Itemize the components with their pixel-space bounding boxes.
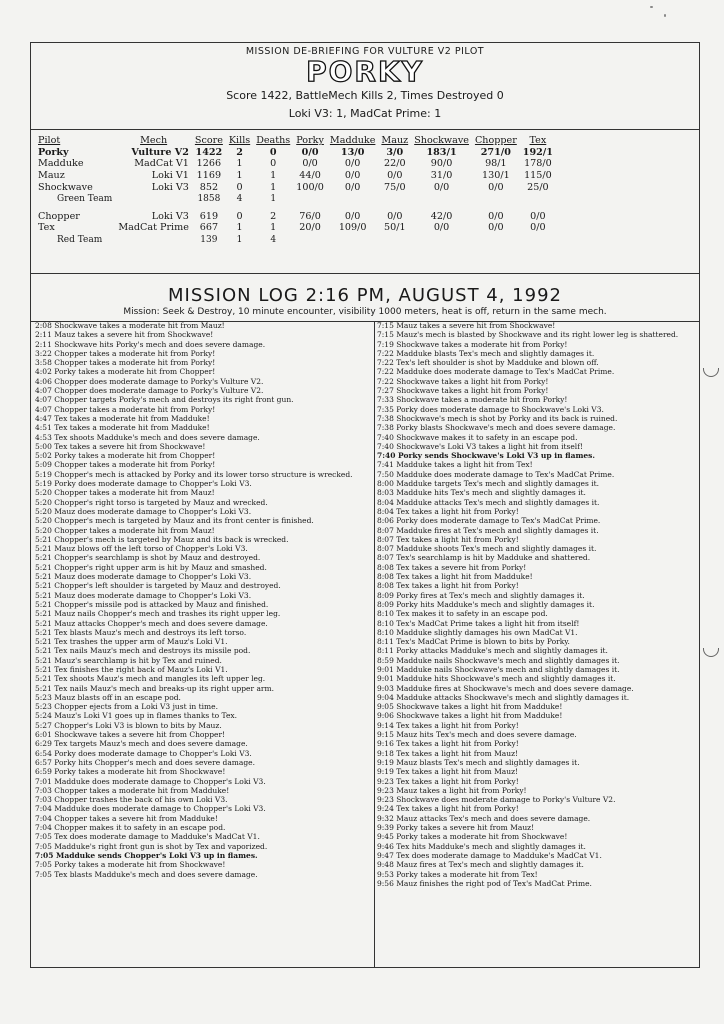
- stats-cell: 0: [270, 158, 277, 170]
- stats-column-header: Pilot: [38, 135, 61, 147]
- stats-column-header: Mauz: [381, 135, 409, 147]
- stats-cell: 1169: [196, 170, 222, 182]
- log-entry: 7:05 Madduke sends Chopper's Loki V3 up in flames.: [35, 850, 258, 860]
- stats-row: [35, 158, 556, 170]
- stats-cell: 31/0: [430, 170, 453, 182]
- stats-cell: [378, 193, 411, 205]
- stats-cell: 1422: [195, 146, 223, 158]
- stats-column-header: Deaths: [256, 135, 291, 147]
- log-entry: 7:40 Porky sends Shockwave's Loki V3 up in flames.: [377, 451, 595, 461]
- stats-cell: [411, 234, 472, 246]
- stats-cell: 100/0: [296, 181, 324, 193]
- stats-cell: 0: [269, 146, 277, 158]
- log-entry: 8:07 Madduke fires at Tex's mech and slightly damages it.: [377, 525, 599, 535]
- log-entry: 7:38 Porky blasts Shockwave's mech and does severe damage.: [377, 423, 616, 433]
- binder-clip-mark: [703, 648, 719, 657]
- log-entry: 8:09 Porky hits Madduke's mech and slightly damages it.: [377, 599, 595, 609]
- log-entry: 5:21 Tex shoots Mauz's mech and mangles its left upper leg.: [35, 674, 266, 684]
- stats-cell: [327, 193, 379, 205]
- stats-column-header: Tex: [529, 135, 547, 147]
- log-entry: 9:48 Mauz fires at Tex's mech and slightly damages it.: [377, 860, 584, 870]
- log-entry: 7:50 Madduke does moderate damage to Tex's MadCat Prime.: [377, 469, 615, 479]
- log-entry: 7:15 Mauz takes a severe hit from Shockwave!: [377, 321, 556, 330]
- stats-cell: 271/0: [480, 146, 511, 158]
- log-entry: 8:11 Porky attacks Madduke's mech and slightly damages it.: [377, 646, 608, 656]
- log-entry: 7:04 Chopper takes a severe hit from Madduke!: [35, 813, 218, 823]
- log-entry: 5:21 Chopper's mech is targeted by Mauz and its back is wrecked.: [35, 534, 289, 544]
- log-entry: 7:22 Madduke blasts Tex's mech and slightly damages it.: [377, 348, 595, 358]
- stats-row: [35, 181, 556, 193]
- log-entry: 9:39 Porky takes a severe hit from Mauz!: [377, 823, 535, 833]
- log-entry: 8:04 Tex takes a light hit from Porky!: [377, 506, 519, 516]
- log-entry: 7:33 Shockwave takes a moderate hit from Porky!: [377, 395, 568, 405]
- stats-cell: 1: [270, 193, 277, 204]
- log-entry: 7:05 Madduke's right front gun is shot by Tex and vaporized.: [35, 841, 268, 851]
- log-entry: 8:11 Tex's MadCat Prime is blown to bits by Porky.: [377, 637, 570, 647]
- stats-cell: [472, 234, 520, 246]
- score-summary: Score 1422, BattleMech Kills 2, Times Destroyed 0: [226, 89, 504, 102]
- stats-cell: 115/0: [524, 170, 552, 182]
- stats-column-header: Shockwave: [414, 135, 469, 147]
- log-entry: 5:20 Mauz does moderate damage to Chopper's Loki V3.: [35, 506, 252, 516]
- log-entry: 5:24 Mauz's Loki V1 goes up in flames thanks to Tex.: [35, 711, 238, 721]
- log-entry: 7:22 Shockwave takes a light hit from Porky!: [377, 376, 549, 386]
- stats-column-header: Score: [194, 135, 223, 147]
- stats-cell: 44/0: [299, 170, 321, 182]
- log-entry: 2:08 Shockwave takes a moderate hit from Mauz!: [35, 321, 225, 330]
- log-entry: 8:00 Madduke targets Tex's mech and slightly damages it.: [377, 479, 600, 489]
- log-entry: 5:23 Mauz blasts off in an escape pod.: [35, 692, 181, 702]
- log-entry: 5:02 Porky takes a moderate hit from Chopper!: [35, 451, 216, 461]
- log-entry: 8:10 Madduke slightly damages his own MadCat V1.: [377, 627, 578, 637]
- log-entry: 5:20 Chopper takes a moderate hit from Mauz!: [35, 488, 215, 498]
- log-entry: 9:01 Madduke hits Shockwave's mech and slightly damages it.: [377, 674, 616, 684]
- stats-cell: Vulture V2: [131, 146, 189, 158]
- debriefing-title: MISSION DE-BRIEFING FOR VULTURE V2 PILOT: [245, 46, 485, 57]
- log-entry: 9:45 Porky takes a moderate hit from Shockwave!: [377, 832, 568, 842]
- log-entry: 9:14 Tex takes a light hit from Porky!: [377, 720, 519, 730]
- stats-cell: Chopper: [38, 210, 80, 222]
- stats-table: [35, 135, 556, 245]
- stats-cell: [115, 193, 192, 205]
- log-entry: 9:32 Mauz attacks Tex's mech and does severe damage.: [377, 813, 591, 823]
- paper-speck: [650, 6, 653, 8]
- log-entry: 8:06 Porky does moderate damage to Tex's MadCat Prime.: [377, 516, 601, 526]
- stats-cell: [327, 234, 379, 246]
- stats-cell: Tex: [38, 222, 55, 234]
- stats-cell: 0/0: [433, 222, 450, 234]
- log-entry: 5:21 Tex blasts Mauz's mech and destroys its left torso.: [35, 627, 247, 637]
- stats-cell: 0/0: [488, 181, 504, 193]
- stats-column-header: Madduke: [329, 135, 376, 147]
- log-entry: 5:19 Porky does moderate damage to Chopper's Loki V3.: [35, 479, 252, 489]
- log-entry: 7:38 Shockwave's mech is shot by Porky and its back is ruined.: [377, 413, 618, 423]
- stats-cell: [293, 193, 327, 205]
- log-entry: 7:05 Porky takes a moderate hit from Shockwave!: [35, 860, 226, 870]
- stats-cell: 0/0: [387, 170, 403, 182]
- stats-cell: 2: [270, 210, 277, 222]
- debriefing-sheet: [30, 42, 700, 968]
- log-entry: 9:06 Shockwave takes a light hit from Madduke!: [377, 711, 563, 721]
- log-entry: 6:59 Porky takes a moderate hit from Shockwave!: [35, 767, 226, 777]
- log-entry: 7:03 Chopper takes a moderate hit from Madduke!: [35, 785, 230, 795]
- log-entry: 9:23 Shockwave does moderate damage to Porky's Vulture V2.: [377, 795, 616, 805]
- log-entry: 6:01 Shockwave takes a severe hit from Chopper!: [35, 730, 226, 740]
- stats-cell: 98/1: [485, 158, 507, 170]
- log-entry: 5:19 Chopper's mech is attacked by Porky and its lower torso structure is wrecked.: [35, 469, 353, 479]
- stats-row: [35, 170, 556, 182]
- stats-cell: 1: [270, 170, 277, 182]
- stats-cell: 22/0: [384, 158, 406, 170]
- log-column-right: [377, 321, 697, 968]
- stats-cell: 1: [236, 234, 243, 245]
- log-entry: 5:21 Chopper's left shoulder is targeted by Mauz and destroyed.: [35, 581, 281, 591]
- log-entry: 5:21 Tex trashes the upper arm of Mauz's Loki V1.: [35, 637, 228, 647]
- log-entry: 8:08 Tex takes a light hit from Madduke!: [377, 572, 533, 582]
- stats-cell: [520, 234, 556, 246]
- stats-cell: 25/0: [527, 181, 549, 193]
- log-entry: 6:54 Porky does moderate damage to Chopper's Loki V3.: [35, 748, 252, 758]
- mission-log-body: [31, 321, 699, 968]
- log-entry: 5:21 Tex finishes the right back of Mauz's Loki V1.: [35, 664, 228, 674]
- stats-cell: 4: [236, 193, 243, 204]
- log-entry: 8:04 Madduke attacks Tex's mech and slightly damages it.: [377, 497, 600, 507]
- stats-cell: 0/0: [344, 210, 361, 222]
- log-entry: 9:23 Mauz takes a light hit from Porky!: [377, 785, 527, 795]
- log-entry: 5:00 Tex takes a severe hit from Shockwave!: [35, 441, 206, 451]
- log-entry: 8:03 Madduke hits Tex's mech and slightly damages it.: [377, 488, 586, 498]
- log-entry: 9:53 Porky takes a moderate hit from Tex!: [377, 869, 538, 879]
- stats-row: [35, 193, 556, 205]
- log-entry: 8:10 Tex makes it to safety in an escape pod.: [377, 609, 548, 619]
- stats-cell: 1: [236, 158, 243, 170]
- stats-cell: [472, 193, 520, 205]
- stats-column-header: Chopper: [474, 135, 517, 147]
- mission-log-subtitle: Mission: Seek & Destroy, 10 minute encounter, visibility 1000 meters, heat is off, return in the same mech.: [123, 307, 607, 317]
- stats-row: [35, 147, 556, 159]
- log-entry: 9:56 Mauz finishes the right pod of Tex's MadCat Prime.: [377, 878, 592, 888]
- log-entry: 4:02 Porky takes a moderate hit from Chopper!: [35, 367, 216, 377]
- log-entry: 4:06 Chopper does moderate damage to Porky's Vulture V2.: [35, 376, 264, 386]
- log-entry: 8:07 Madduke shoots Tex's mech and slightly damages it.: [377, 544, 597, 554]
- stats-column-header: Porky: [296, 135, 324, 147]
- stats-section: [31, 129, 699, 274]
- stats-cell: 0/0: [530, 222, 546, 234]
- stats-cell: Mauz: [38, 170, 65, 182]
- stats-cell: 1: [270, 222, 277, 234]
- stats-cell: MadCat Prime: [118, 222, 189, 234]
- log-entry: 9:47 Tex does moderate damage to Madduke's MadCat V1.: [377, 850, 602, 860]
- log-entry: 7:41 Madduke takes a light hit from Tex!: [377, 460, 533, 470]
- stats-cell: Red Team: [57, 234, 103, 245]
- stats-cell: [115, 234, 192, 246]
- log-entry: 7:22 Tex's left shoulder is shot by Madduke and blown off.: [377, 358, 599, 368]
- paper-speck: [664, 14, 666, 17]
- log-entry: 5:20 Chopper's right torso is targeted by Mauz and wrecked.: [35, 497, 268, 507]
- stats-cell: 0/0: [530, 210, 546, 222]
- log-entry: 9:23 Tex takes a light hit from Porky!: [377, 776, 519, 786]
- log-entry: 6:29 Tex targets Mauz's mech and does severe damage.: [35, 739, 248, 749]
- stats-cell: [520, 193, 556, 205]
- stats-cell: 109/0: [338, 222, 367, 234]
- log-entry: 8:59 Madduke nails Shockwave's mech and slightly damages it.: [377, 655, 620, 665]
- log-entry: 2:11 Shockwave hits Porky's mech and does severe damage.: [35, 339, 266, 349]
- stats-cell: 852: [199, 181, 219, 193]
- log-entry: 5:21 Chopper's searchlamp is shot by Mauz and destroyed.: [35, 553, 261, 563]
- stats-column-header: Mech: [140, 135, 168, 147]
- log-entry: 7:04 Madduke does moderate damage to Chopper's Loki V3.: [35, 804, 266, 814]
- stats-cell: 13/0: [340, 146, 365, 158]
- stats-cell: 2: [236, 146, 243, 158]
- stats-cell: [293, 234, 327, 246]
- stats-row: [35, 222, 556, 234]
- log-entry: 5:20 Chopper takes a moderate hit from Mauz!: [35, 525, 215, 535]
- stats-cell: 183/1: [426, 146, 457, 158]
- log-entry: 5:27 Chopper's Loki V3 is blown to bits by Mauz.: [35, 720, 222, 730]
- log-entry: 5:21 Mauz's searchlamp is hit by Tex and ruined.: [35, 655, 222, 665]
- log-entry: 7:05 Tex does moderate damage to Madduke's MadCat V1.: [35, 832, 260, 842]
- column-divider: [374, 321, 375, 968]
- log-entry: 2:11 Mauz takes a severe hit from Shockwave!: [35, 330, 214, 340]
- log-entry: 7:19 Shockwave takes a moderate hit from Porky!: [377, 339, 568, 349]
- log-entry: 9:16 Tex takes a light hit from Porky!: [377, 739, 519, 749]
- stats-cell: 90/0: [430, 158, 453, 170]
- stats-cell: 0/0: [488, 210, 504, 222]
- log-entry: 8:09 Porky fires at Tex's mech and slightly damages it.: [377, 590, 585, 600]
- log-entry: 5:09 Chopper takes a moderate hit from Porky!: [35, 460, 216, 470]
- stats-cell: 4: [270, 234, 277, 245]
- log-entry: 4:51 Tex takes a moderate hit from Madduke!: [35, 423, 210, 433]
- log-entry: 8:08 Tex takes a light hit from Porky!: [377, 581, 519, 591]
- stats-cell: 0/0: [433, 181, 450, 193]
- log-entry: 3:58 Chopper takes a moderate hit from Porky!: [35, 358, 216, 368]
- log-entry: 4:53 Tex shoots Madduke's mech and does severe damage.: [35, 432, 260, 442]
- stats-cell: [411, 193, 472, 205]
- stats-header-row: [35, 135, 556, 147]
- stats-cell: Loki V1: [151, 170, 189, 182]
- stats-cell: Porky: [38, 146, 69, 158]
- stats-cell: 76/0: [299, 210, 321, 222]
- log-entry: 5:23 Chopper ejects from a Loki V3 just in time.: [35, 702, 218, 712]
- log-entry: 9:24 Tex takes a light hit from Porky!: [377, 804, 519, 814]
- binder-clip-mark: [703, 368, 719, 377]
- log-entry: 5:21 Mauz nails Chopper's mech and trashes its right upper leg.: [35, 609, 281, 619]
- log-entry: 5:21 Mauz attacks Chopper's mech and does severe damage.: [35, 618, 268, 628]
- stats-cell: 130/1: [482, 170, 510, 182]
- debriefing-header: [31, 43, 699, 130]
- log-entry: 9:01 Madduke nails Shockwave's mech and slightly damages it.: [377, 664, 620, 674]
- log-entry: 4:47 Tex takes a moderate hit from Madduke!: [35, 413, 210, 423]
- log-entry: 7:40 Shockwave's Loki V3 takes a light hit from itself!: [377, 441, 583, 451]
- stats-cell: MadCat V1: [134, 158, 189, 170]
- stats-cell: 0/0: [488, 222, 504, 234]
- stats-cell: 1266: [196, 158, 222, 170]
- log-entry: 5:21 Chopper's missile pod is attacked by Mauz and finished.: [35, 599, 269, 609]
- log-entry: 7:01 Madduke does moderate damage to Chopper's Loki V3.: [35, 776, 266, 786]
- stats-cell: 0: [236, 210, 243, 222]
- stats-cell: 3/0: [386, 146, 404, 158]
- stats-cell: 178/0: [524, 158, 552, 170]
- log-entry: 5:21 Mauz does moderate damage to Chopper's Loki V3.: [35, 590, 252, 600]
- log-entry: 8:07 Tex takes a light hit from Porky!: [377, 534, 519, 544]
- stats-cell: Madduke: [38, 158, 84, 170]
- stats-cell: 667: [199, 222, 219, 234]
- stats-row: [35, 234, 556, 246]
- log-entry: 4:07 Chopper takes a moderate hit from Porky!: [35, 404, 216, 414]
- log-entry: 4:07 Chopper targets Porky's mech and destroys its right front gun.: [35, 395, 294, 405]
- stats-cell: 0/0: [302, 158, 318, 170]
- log-entry: 7:22 Madduke does moderate damage to Tex's MadCat Prime.: [377, 367, 615, 377]
- log-entry: 8:08 Tex takes a severe hit from Porky!: [377, 562, 527, 572]
- stats-cell: 192/1: [522, 146, 553, 158]
- mission-log-header: [31, 273, 699, 322]
- log-entry: 9:46 Tex hits Madduke's mech and slightly damages it.: [377, 841, 586, 851]
- stats-cell: 1: [236, 222, 243, 234]
- log-entry: 9:15 Mauz hits Tex's mech and does severe damage.: [377, 730, 577, 740]
- log-entry: 5:21 Mauz blows off the left torso of Chopper's Loki V3.: [35, 544, 248, 554]
- stats-cell: 1: [270, 181, 277, 193]
- stats-cell: 0: [236, 181, 243, 193]
- stats-cell: Loki V3: [151, 210, 189, 222]
- mission-log-title: MISSION LOG 2:16 PM, AUGUST 4, 1992: [167, 285, 562, 306]
- log-entry: 5:21 Tex nails Mauz's mech and breaks-up its right upper arm.: [35, 683, 275, 693]
- stats-cell: 0/0: [344, 181, 361, 193]
- log-entry: 8:07 Tex's searchlamp is hit by Madduke and shattered.: [377, 553, 591, 563]
- log-entry: 5:21 Tex nails Mauz's mech and destroys its missile pod.: [35, 646, 251, 656]
- log-entry: 9:03 Madduke fires at Shockwave's mech and does severe damage.: [377, 683, 634, 693]
- log-entry: 7:04 Chopper makes it to safety in an escape pod.: [35, 823, 226, 833]
- log-entry: 4:07 Chopper does moderate damage to Porky's Vulture V2.: [35, 386, 264, 396]
- stats-cell: Loki V3: [151, 181, 189, 193]
- stats-row: [35, 211, 556, 223]
- log-entry: 5:21 Chopper's right upper arm is hit by Mauz and smashed.: [35, 562, 267, 572]
- log-entry: 8:10 Tex's MadCat Prime takes a light hit from itself!: [377, 618, 580, 628]
- stats-column-header: Kills: [228, 135, 251, 147]
- log-entry: 9:19 Tex takes a light hit from Mauz!: [377, 767, 519, 777]
- stats-cell: 139: [200, 234, 218, 245]
- pilot-name: PORKY: [306, 55, 424, 88]
- log-column-left: [35, 321, 371, 968]
- stats-cell: 0/0: [344, 170, 361, 182]
- log-entry: 7:40 Shockwave makes it to safety in an escape pod.: [377, 432, 578, 442]
- log-entry: 5:20 Chopper's mech is targeted by Mauz and its front center is finished.: [35, 516, 314, 526]
- stats-cell: 1: [236, 170, 243, 182]
- stats-cell: Shockwave: [38, 181, 93, 193]
- stats-cell: [378, 234, 411, 246]
- stats-cell: 42/0: [430, 210, 453, 222]
- log-entry: 7:15 Mauz's mech is blasted by Shockwave and its right lower leg is shattered.: [377, 330, 679, 340]
- log-entry: 6:57 Porky hits Chopper's mech and does severe damage.: [35, 757, 256, 767]
- log-entry: 7:27 Shockwave takes a light hit from Porky!: [377, 386, 549, 396]
- stats-cell: Green Team: [57, 193, 113, 204]
- log-entry: 3:22 Chopper takes a moderate hit from Porky!: [35, 348, 216, 358]
- log-entry: 9:04 Madduke attacks Shockwave's mech and slightly damages it.: [377, 692, 630, 702]
- log-entry: 7:03 Chopper trashes the back of his own Loki V3.: [35, 795, 228, 805]
- kills-summary: Loki V3: 1, MadCat Prime: 1: [288, 107, 442, 120]
- stats-cell: 0/0: [344, 158, 361, 170]
- log-entry: 7:35 Porky does moderate damage to Shockwave's Loki V3.: [377, 404, 604, 414]
- stats-cell: 0/0: [387, 210, 403, 222]
- log-entry: 9:18 Tex takes a light hit from Mauz!: [377, 748, 519, 758]
- stats-cell: 50/1: [384, 222, 406, 234]
- log-entry: 7:05 Tex blasts Madduke's mech and does severe damage.: [35, 869, 258, 879]
- stats-cell: 619: [199, 210, 219, 222]
- stats-cell: 20/0: [299, 222, 321, 234]
- log-entry: 9:05 Shockwave takes a light hit from Madduke!: [377, 702, 563, 712]
- stats-cell: 0/0: [301, 146, 319, 158]
- log-entry: 9:19 Mauz blasts Tex's mech and slightly damages it.: [377, 757, 580, 767]
- log-entry: 5:21 Mauz does moderate damage to Chopper's Loki V3.: [35, 572, 252, 582]
- stats-cell: 75/0: [384, 181, 406, 193]
- stats-cell: 1858: [197, 193, 221, 204]
